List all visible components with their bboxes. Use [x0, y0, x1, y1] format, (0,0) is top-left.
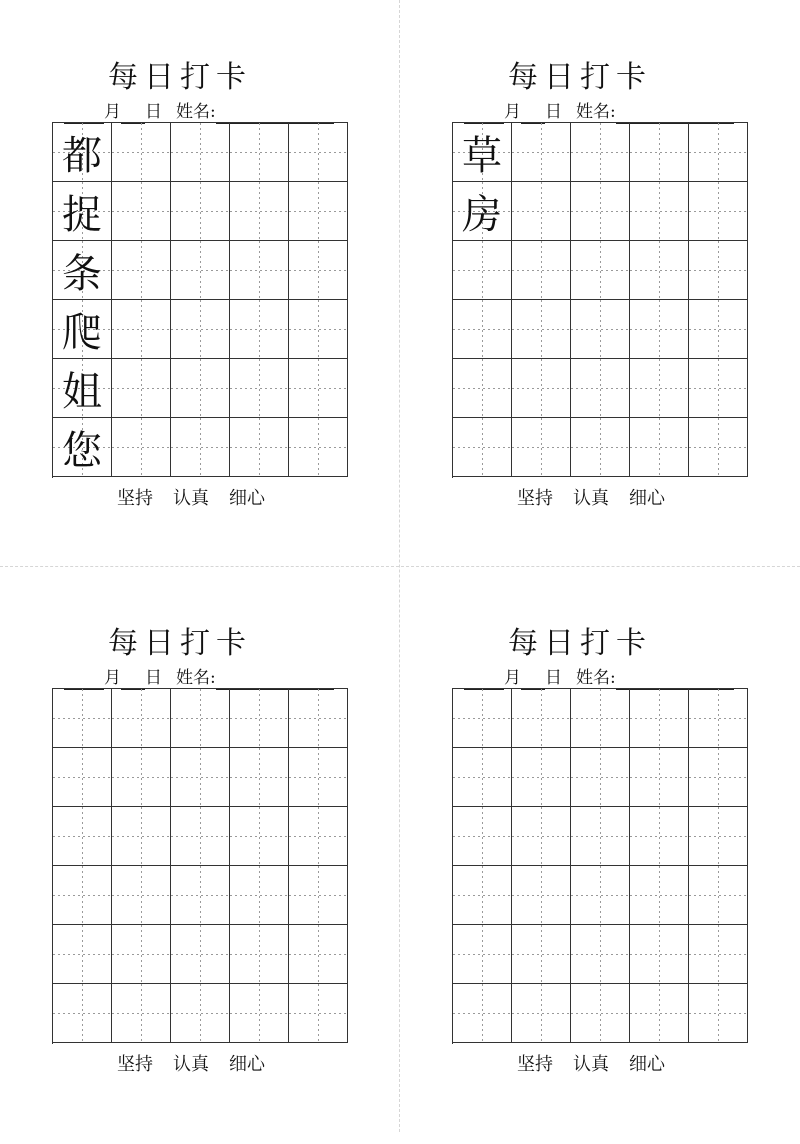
- grid-cell-practice[interactable]: [512, 241, 571, 300]
- grid-cell-model[interactable]: [453, 689, 512, 748]
- grid-cell-practice[interactable]: [512, 689, 571, 748]
- grid-cell-practice[interactable]: [689, 123, 748, 182]
- date-name-line: [464, 100, 734, 124]
- grid-cell-practice[interactable]: [689, 241, 748, 300]
- tian-zi-grid: [452, 122, 748, 478]
- grid-cell-practice[interactable]: [171, 300, 230, 359]
- name-label: 姓名:: [176, 668, 216, 688]
- date-name-line: [64, 100, 334, 124]
- tian-zi-grid: [52, 688, 348, 1044]
- motto-word: 坚持: [117, 488, 153, 509]
- grid-cell-practice[interactable]: [689, 807, 748, 866]
- grid-cell-practice[interactable]: [512, 925, 571, 984]
- grid-cell-practice[interactable]: [112, 866, 171, 925]
- model-character: 姐: [62, 368, 102, 415]
- date-name-line: [464, 666, 734, 690]
- grid-cell-model[interactable]: [53, 182, 112, 241]
- grid-cell-practice[interactable]: [112, 748, 171, 807]
- model-character: [53, 925, 111, 983]
- model-character: [453, 807, 511, 865]
- model-character: [453, 300, 511, 358]
- grid-cell-practice[interactable]: [512, 807, 571, 866]
- grid-cell-model[interactable]: [453, 807, 512, 866]
- month-label: 月: [504, 102, 521, 122]
- grid-cell-practice[interactable]: [171, 925, 230, 984]
- grid-cell-practice[interactable]: [230, 925, 289, 984]
- grid-cell-practice[interactable]: [230, 241, 289, 300]
- grid-cell-practice[interactable]: [171, 418, 230, 477]
- grid-cell-practice[interactable]: [630, 689, 689, 748]
- grid-cell-practice[interactable]: [689, 418, 748, 477]
- model-character: [453, 359, 511, 417]
- card-title: 每日打卡: [108, 60, 252, 95]
- checkin-card: [400, 624, 720, 1144]
- grid-cell-practice[interactable]: [112, 123, 171, 182]
- grid-cell-practice[interactable]: [171, 748, 230, 807]
- grid-cell-model[interactable]: [453, 984, 512, 1043]
- writing-grid: [452, 122, 748, 478]
- grid-cell-practice[interactable]: [689, 984, 748, 1043]
- model-character: 都: [62, 132, 102, 179]
- grid-cell-practice[interactable]: [512, 984, 571, 1043]
- writing-grid: [52, 688, 348, 1044]
- grid-cell-practice[interactable]: [571, 123, 630, 182]
- card-title: 每日打卡: [508, 60, 652, 95]
- grid-cell-practice[interactable]: [230, 984, 289, 1043]
- grid-cell-practice[interactable]: [171, 241, 230, 300]
- grid-cell-practice[interactable]: [689, 300, 748, 359]
- grid-cell-model[interactable]: [453, 748, 512, 807]
- grid-cell-practice[interactable]: [512, 748, 571, 807]
- grid-cell-model[interactable]: [53, 241, 112, 300]
- motto-word: 细心: [229, 488, 265, 509]
- grid-cell-practice[interactable]: [289, 866, 348, 925]
- writing-grid: [52, 122, 348, 478]
- grid-cell-practice[interactable]: [112, 182, 171, 241]
- motto-word: 坚持: [517, 488, 553, 509]
- grid-cell-practice[interactable]: [289, 984, 348, 1043]
- grid-cell-practice[interactable]: [512, 359, 571, 418]
- grid-cell-practice[interactable]: [630, 300, 689, 359]
- writing-grid: [452, 688, 748, 1044]
- grid-cell-practice[interactable]: [630, 748, 689, 807]
- grid-cell-model[interactable]: [53, 359, 112, 418]
- name-label: 姓名:: [576, 668, 616, 688]
- grid-cell-practice[interactable]: [112, 241, 171, 300]
- motto-word: 细心: [229, 1054, 265, 1075]
- grid-cell-practice[interactable]: [230, 807, 289, 866]
- card-title: 每日打卡: [508, 626, 652, 661]
- grid-cell-practice[interactable]: [512, 866, 571, 925]
- grid-cell-practice[interactable]: [112, 300, 171, 359]
- model-character: [53, 984, 111, 1042]
- grid-cell-practice[interactable]: [112, 984, 171, 1043]
- grid-cell-model[interactable]: [453, 123, 512, 182]
- grid-cell-practice[interactable]: [571, 807, 630, 866]
- grid-cell-practice[interactable]: [230, 123, 289, 182]
- model-character: [453, 984, 511, 1042]
- grid-cell-practice[interactable]: [571, 984, 630, 1043]
- grid-cell-model[interactable]: [453, 182, 512, 241]
- grid-cell-practice[interactable]: [630, 866, 689, 925]
- grid-cell-practice[interactable]: [230, 689, 289, 748]
- grid-cell-practice[interactable]: [230, 300, 289, 359]
- grid-cell-practice[interactable]: [230, 748, 289, 807]
- grid-cell-model[interactable]: [53, 300, 112, 359]
- model-character: [453, 241, 511, 299]
- grid-cell-practice[interactable]: [512, 300, 571, 359]
- model-character: 房: [462, 191, 502, 238]
- motto-word: 认真: [573, 1054, 609, 1075]
- motto-line: [0, 1052, 400, 1078]
- model-character: [53, 807, 111, 865]
- grid-cell-practice[interactable]: [571, 241, 630, 300]
- checkin-card: [400, 58, 720, 578]
- name-label: 姓名:: [576, 102, 616, 122]
- grid-cell-practice[interactable]: [630, 418, 689, 477]
- grid-cell-practice[interactable]: [689, 925, 748, 984]
- model-character: 条: [62, 250, 102, 297]
- tian-zi-grid: [52, 122, 348, 478]
- grid-cell-practice[interactable]: [171, 807, 230, 866]
- grid-cell-practice[interactable]: [571, 925, 630, 984]
- grid-cell-practice[interactable]: [230, 418, 289, 477]
- motto-line: [0, 486, 400, 512]
- grid-cell-practice[interactable]: [289, 300, 348, 359]
- grid-cell-practice[interactable]: [112, 689, 171, 748]
- grid-cell-practice[interactable]: [689, 689, 748, 748]
- grid-cell-practice[interactable]: [171, 984, 230, 1043]
- tian-zi-grid: [452, 688, 748, 1044]
- grid-cell-practice[interactable]: [689, 748, 748, 807]
- grid-cell-model[interactable]: [453, 300, 512, 359]
- grid-cell-practice[interactable]: [571, 300, 630, 359]
- motto-word: 坚持: [517, 1054, 553, 1075]
- grid-cell-model[interactable]: [53, 807, 112, 866]
- grid-cell-practice[interactable]: [289, 182, 348, 241]
- grid-cell-practice[interactable]: [630, 241, 689, 300]
- grid-cell-practice[interactable]: [571, 866, 630, 925]
- grid-cell-practice[interactable]: [571, 418, 630, 477]
- grid-cell-model[interactable]: [453, 359, 512, 418]
- grid-cell-practice[interactable]: [571, 748, 630, 807]
- grid-cell-practice[interactable]: [230, 866, 289, 925]
- motto-word: 认真: [173, 1054, 209, 1075]
- grid-cell-practice[interactable]: [571, 689, 630, 748]
- grid-cell-model[interactable]: [453, 241, 512, 300]
- grid-cell-practice[interactable]: [289, 359, 348, 418]
- grid-cell-model[interactable]: [53, 984, 112, 1043]
- card-title: 每日打卡: [108, 626, 252, 661]
- model-character: 草: [462, 132, 502, 179]
- grid-cell-practice[interactable]: [289, 925, 348, 984]
- motto-line: [400, 1052, 800, 1078]
- checkin-card: [0, 624, 320, 1144]
- grid-cell-practice[interactable]: [571, 359, 630, 418]
- grid-cell-practice[interactable]: [112, 418, 171, 477]
- grid-cell-practice[interactable]: [289, 748, 348, 807]
- grid-cell-model[interactable]: [53, 418, 112, 477]
- grid-cell-model[interactable]: [53, 866, 112, 925]
- model-character: 捉: [62, 191, 102, 238]
- model-character: 爬: [62, 309, 102, 356]
- grid-cell-practice[interactable]: [630, 925, 689, 984]
- model-character: [53, 748, 111, 806]
- motto-word: 认真: [573, 488, 609, 509]
- grid-cell-practice[interactable]: [171, 866, 230, 925]
- date-name-line: [64, 666, 334, 690]
- grid-cell-practice[interactable]: [289, 807, 348, 866]
- grid-cell-practice[interactable]: [630, 359, 689, 418]
- model-character: [453, 418, 511, 476]
- grid-cell-practice[interactable]: [171, 359, 230, 418]
- grid-cell-practice[interactable]: [512, 418, 571, 477]
- grid-cell-practice[interactable]: [689, 182, 748, 241]
- motto-word: 细心: [629, 488, 665, 509]
- grid-cell-practice[interactable]: [689, 359, 748, 418]
- grid-cell-practice[interactable]: [230, 359, 289, 418]
- grid-cell-practice[interactable]: [630, 807, 689, 866]
- month-label: 月: [504, 668, 521, 688]
- motto-line: [400, 486, 800, 512]
- day-label: 日: [145, 668, 162, 688]
- grid-cell-model[interactable]: [53, 748, 112, 807]
- model-character: [53, 689, 111, 747]
- day-label: 日: [145, 102, 162, 122]
- model-character: 您: [62, 427, 102, 474]
- month-label: 月: [104, 668, 121, 688]
- grid-cell-practice[interactable]: [689, 866, 748, 925]
- grid-cell-model[interactable]: [53, 123, 112, 182]
- grid-cell-model[interactable]: [453, 925, 512, 984]
- grid-cell-practice[interactable]: [171, 689, 230, 748]
- model-character: [453, 925, 511, 983]
- grid-cell-practice[interactable]: [512, 182, 571, 241]
- grid-cell-practice[interactable]: [230, 182, 289, 241]
- model-character: [453, 866, 511, 924]
- model-character: [453, 689, 511, 747]
- grid-cell-practice[interactable]: [571, 182, 630, 241]
- grid-cell-practice[interactable]: [630, 123, 689, 182]
- checkin-card: [0, 58, 320, 578]
- motto-word: 认真: [173, 488, 209, 509]
- grid-cell-model[interactable]: [53, 925, 112, 984]
- grid-cell-practice[interactable]: [512, 123, 571, 182]
- grid-cell-practice[interactable]: [112, 925, 171, 984]
- grid-cell-practice[interactable]: [171, 182, 230, 241]
- motto-word: 细心: [629, 1054, 665, 1075]
- grid-cell-practice[interactable]: [289, 418, 348, 477]
- grid-cell-practice[interactable]: [289, 689, 348, 748]
- day-label: 日: [545, 102, 562, 122]
- grid-cell-model[interactable]: [453, 866, 512, 925]
- model-character: [53, 866, 111, 924]
- grid-cell-practice[interactable]: [112, 807, 171, 866]
- grid-cell-practice[interactable]: [289, 123, 348, 182]
- grid-cell-model[interactable]: [53, 689, 112, 748]
- motto-word: 坚持: [117, 1054, 153, 1075]
- day-label: 日: [545, 668, 562, 688]
- name-label: 姓名:: [176, 102, 216, 122]
- grid-cell-practice[interactable]: [630, 984, 689, 1043]
- grid-cell-practice[interactable]: [630, 182, 689, 241]
- model-character: [453, 748, 511, 806]
- grid-cell-model[interactable]: [453, 418, 512, 477]
- grid-cell-practice[interactable]: [171, 123, 230, 182]
- grid-cell-practice[interactable]: [112, 359, 171, 418]
- grid-cell-practice[interactable]: [289, 241, 348, 300]
- month-label: 月: [104, 102, 121, 122]
